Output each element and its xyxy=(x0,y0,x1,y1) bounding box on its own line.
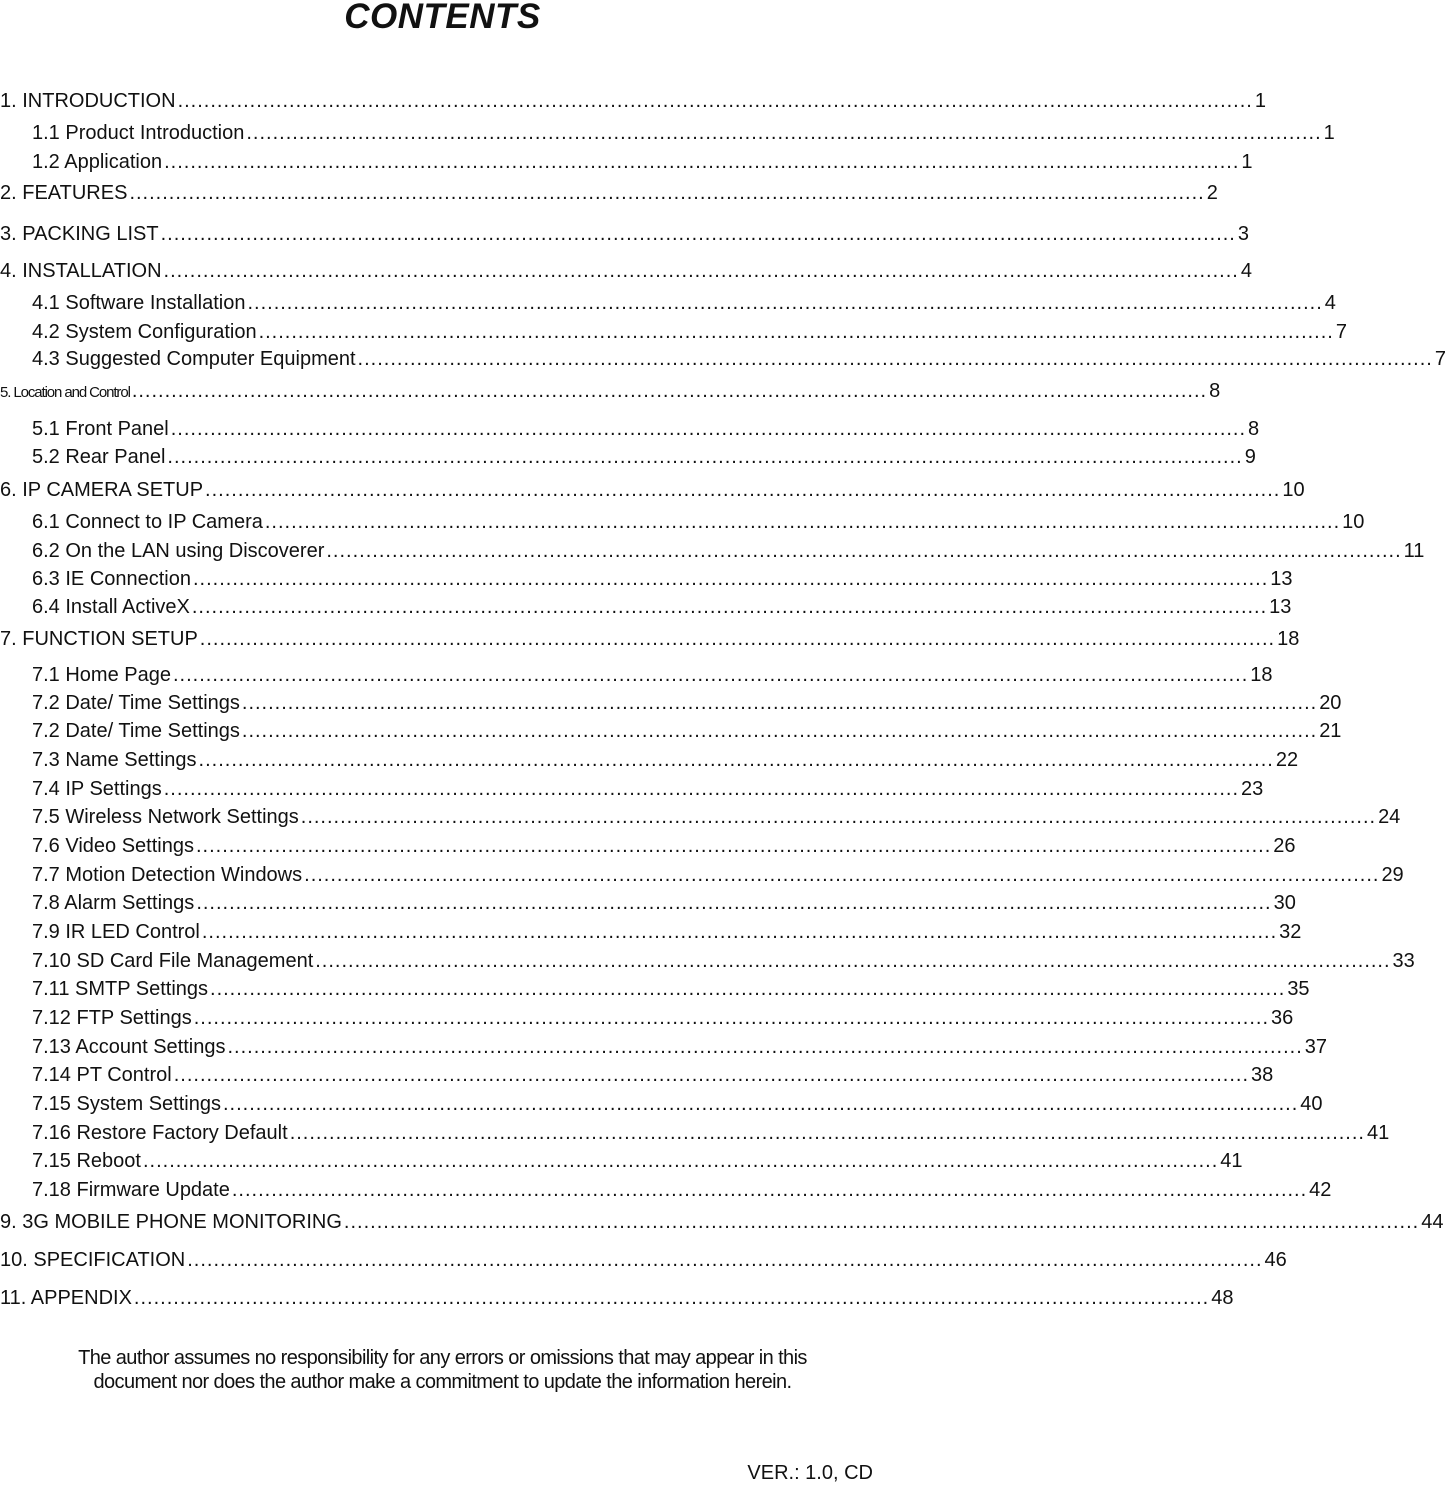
toc-entry-label: 1. INTRODUCTION xyxy=(0,90,176,112)
toc-entry[interactable] xyxy=(0,319,1347,346)
toc-leader: .................................................................................................................................................................... xyxy=(315,950,1391,972)
toc-entry-page: 22 xyxy=(1275,749,1299,771)
toc-entry-page: 10 xyxy=(1342,511,1365,533)
toc-leader: .................................................................................................................................................................... xyxy=(133,1287,1210,1309)
toc-entry-page: 8 xyxy=(1209,380,1221,402)
toc-entry-page: 2 xyxy=(1206,182,1218,204)
toc-entry[interactable] xyxy=(0,378,1221,405)
toc-leader: .................................................................................................................................................................... xyxy=(241,720,1318,742)
toc-entry-page: 26 xyxy=(1273,835,1296,857)
toc-entry-label: 7.1 Home Page xyxy=(32,664,171,686)
toc-entry[interactable] xyxy=(0,258,1252,285)
toc-entry-label: 4.2 System Configuration xyxy=(32,321,257,343)
toc-leader: .................................................................................................................................................................... xyxy=(163,260,1239,282)
toc-leader: .................................................................................................................................................................... xyxy=(304,864,1380,886)
toc-entry-label: 7.14 PT Control xyxy=(32,1064,172,1086)
toc-entry-label: 7.4 IP Settings xyxy=(32,778,162,800)
toc-leader: .................................................................................................................................................................... xyxy=(222,1093,1299,1115)
toc-entry-label: 6.3 IE Connection xyxy=(32,568,191,590)
toc-entry-label: 6.2 On the LAN using Discoverer xyxy=(32,540,325,562)
toc-entry[interactable] xyxy=(0,747,1299,774)
toc-entry[interactable] xyxy=(0,477,1305,504)
toc-entry-label: 4.1 Software Installation xyxy=(32,292,246,314)
toc-entry-page: 1 xyxy=(1241,151,1253,173)
toc-entry[interactable] xyxy=(0,346,1446,373)
toc-entry[interactable] xyxy=(0,690,1342,717)
toc-entry-page: 41 xyxy=(1366,1122,1390,1144)
page-title: CONTENTS xyxy=(344,0,541,36)
toc-leader: .................................................................................................................................................................... xyxy=(289,1122,1365,1144)
toc-entry-label: 1.2 Application xyxy=(32,151,163,173)
toc-entry[interactable] xyxy=(0,948,1415,975)
toc-entry[interactable] xyxy=(0,662,1273,689)
toc-entry-page: 42 xyxy=(1309,1179,1332,1201)
toc-entry-page: 40 xyxy=(1300,1093,1323,1115)
toc-entry-label: 7.13 Account Settings xyxy=(32,1036,226,1058)
toc-entry-page: 29 xyxy=(1381,864,1404,886)
toc-leader: .................................................................................................................................................................... xyxy=(231,1179,1308,1201)
toc-entry-label: 7.3 Name Settings xyxy=(32,749,197,771)
toc-entry-label: 3. PACKING LIST xyxy=(0,223,159,245)
toc-entry-page: 37 xyxy=(1304,1036,1328,1058)
toc-entry[interactable] xyxy=(0,1034,1328,1061)
toc-leader: .................................................................................................................................................................... xyxy=(201,921,1278,943)
toc-entry-page: 44 xyxy=(1421,1211,1444,1233)
toc-leader: .................................................................................................................................................................... xyxy=(167,446,1243,468)
toc-entry-page: 1 xyxy=(1254,90,1266,112)
toc-entry-page: 11 xyxy=(1403,540,1425,562)
toc-entry[interactable] xyxy=(0,1062,1274,1089)
toc-entry[interactable] xyxy=(0,976,1310,1003)
toc-entry-page: 1 xyxy=(1323,122,1335,144)
disclaimer-line: document nor does the author make a commitment to update the information herein. xyxy=(93,1371,792,1393)
toc-entry[interactable] xyxy=(0,1247,1287,1274)
toc-entry-page: 4 xyxy=(1240,260,1252,282)
toc-leader: .................................................................................................................................................................... xyxy=(170,418,1247,440)
toc-entry[interactable] xyxy=(0,1120,1390,1147)
toc-leader: .................................................................................................................................................................... xyxy=(247,292,1323,314)
toc-entry-label: 7.7 Motion Detection Windows xyxy=(32,864,303,886)
toc-entry-page: 33 xyxy=(1392,950,1415,972)
toc-entry-label: 5.1 Front Panel xyxy=(32,418,169,440)
toc-entry-label: 4. INSTALLATION xyxy=(0,260,162,282)
toc-entry[interactable] xyxy=(0,120,1335,147)
toc-entry[interactable] xyxy=(0,718,1342,745)
disclaimer xyxy=(0,1346,885,1394)
toc-entry[interactable] xyxy=(0,538,1425,565)
toc-entry-label: 7.12 FTP Settings xyxy=(32,1007,192,1029)
toc-leader: .................................................................................................................................................................... xyxy=(164,151,1240,173)
toc-leader: .................................................................................................................................................................... xyxy=(199,628,1276,650)
toc-entry[interactable] xyxy=(0,1209,1444,1236)
toc-entry[interactable] xyxy=(0,1285,1234,1312)
toc-leader: .................................................................................................................................................................... xyxy=(205,479,1281,501)
toc-leader: .................................................................................................................................................................... xyxy=(264,511,1341,533)
toc-entry-label: 7.6 Video Settings xyxy=(32,835,194,857)
toc-leader: .................................................................................................................................................................... xyxy=(142,1150,1219,1172)
toc-leader: .................................................................................................................................................................... xyxy=(357,348,1433,370)
toc-entry[interactable] xyxy=(0,1005,1294,1032)
toc-entry[interactable] xyxy=(0,88,1266,115)
toc-entry-label: 7.8 Alarm Settings xyxy=(32,892,195,914)
toc-entry[interactable] xyxy=(0,919,1302,946)
toc-entry-label: 7.10 SD Card File Management xyxy=(32,950,314,972)
toc-entry-page: 36 xyxy=(1271,1007,1294,1029)
toc-entry-label: 7.2 Date/ Time Settings xyxy=(32,720,240,742)
toc-leader: .................................................................................................................................................................... xyxy=(343,1211,1420,1233)
toc-entry-label: 7.16 Restore Factory Default xyxy=(32,1122,288,1144)
toc-leader: .................................................................................................................................................................... xyxy=(173,1064,1250,1086)
toc-entry-page: 7 xyxy=(1335,321,1347,343)
toc-entry-page: 38 xyxy=(1251,1064,1274,1086)
toc-leader: .................................................................................................................................................................... xyxy=(326,540,1402,562)
toc-entry[interactable] xyxy=(0,833,1296,860)
toc-entry[interactable] xyxy=(0,804,1401,831)
toc-entry[interactable] xyxy=(0,1148,1243,1175)
toc-entry-page: 18 xyxy=(1277,628,1300,650)
toc-entry[interactable] xyxy=(0,776,1264,803)
toc-leader: .................................................................................................................................................................... xyxy=(258,321,1334,343)
toc-entry[interactable] xyxy=(0,180,1218,207)
toc-leader: .................................................................................................................................................................... xyxy=(191,596,1268,618)
toc-entry-label: 7.2 Date/ Time Settings xyxy=(32,692,240,714)
toc-leader: .................................................................................................................................................................... xyxy=(300,806,1377,828)
toc-entry-page: 23 xyxy=(1241,778,1264,800)
toc-leader: .................................................................................................................................................................... xyxy=(187,1249,1263,1271)
toc-entry-page: 9 xyxy=(1244,446,1256,468)
toc-entry-page: 32 xyxy=(1279,921,1302,943)
toc-entry-page: 48 xyxy=(1211,1287,1234,1309)
toc-entry-page: 4 xyxy=(1324,292,1336,314)
toc-entry[interactable] xyxy=(0,862,1404,889)
toc-entry-label: 5.2 Rear Panel xyxy=(32,446,166,468)
toc-entry-label: 2. FEATURES xyxy=(0,182,128,204)
toc-entry[interactable] xyxy=(0,626,1300,653)
toc-entry-page: 21 xyxy=(1319,720,1342,742)
toc-entry[interactable] xyxy=(0,594,1292,621)
toc-entry[interactable] xyxy=(0,509,1365,536)
toc-leader: .................................................................................................................................................................... xyxy=(241,692,1318,714)
toc-entry-label: 5. Location and Control xyxy=(0,384,130,401)
toc-entry-page: 13 xyxy=(1269,596,1292,618)
toc-entry-page: 18 xyxy=(1250,664,1273,686)
toc-leader: .................................................................................................................................................................... xyxy=(131,380,1208,402)
toc-entry-page: 30 xyxy=(1273,892,1296,914)
disclaimer-line: The author assumes no responsibility for any errors or omissions that may appear in this xyxy=(78,1347,807,1369)
toc-leader: .................................................................................................................................................................... xyxy=(160,223,1236,245)
toc-entry-label: 7.15 Reboot xyxy=(32,1150,141,1172)
toc-leader: .................................................................................................................................................................... xyxy=(163,778,1240,800)
toc-entry[interactable] xyxy=(0,444,1256,471)
toc-entry-page: 46 xyxy=(1264,1249,1287,1271)
toc-leader: .................................................................................................................................................................... xyxy=(193,1007,1270,1029)
toc-entry[interactable] xyxy=(0,1091,1323,1118)
toc-entry[interactable] xyxy=(0,149,1253,176)
toc-entry-page: 7 xyxy=(1434,348,1446,370)
version-label: VER.: 1.0, CD xyxy=(747,1462,873,1484)
toc-entry-label: 7.9 IR LED Control xyxy=(32,921,200,943)
toc-leader: .................................................................................................................................................................... xyxy=(193,568,1269,590)
toc-entry-label: 7.5 Wireless Network Settings xyxy=(32,806,299,828)
toc-leader: .................................................................................................................................................................... xyxy=(196,892,1272,914)
toc-entry-label: 7. FUNCTION SETUP xyxy=(0,628,198,650)
toc-entry-label: 4.3 Suggested Computer Equipment xyxy=(32,348,356,370)
toc-entry-label: 6.1 Connect to IP Camera xyxy=(32,511,263,533)
toc-leader: .................................................................................................................................................................... xyxy=(198,749,1274,771)
toc-entry[interactable] xyxy=(0,566,1293,593)
toc-leader: .................................................................................................................................................................... xyxy=(227,1036,1303,1058)
toc-entry-label: 7.15 System Settings xyxy=(32,1093,221,1115)
toc-leader: .................................................................................................................................................................... xyxy=(210,978,1286,1000)
toc-entry-label: 1.1 Product Introduction xyxy=(32,122,245,144)
toc-entry-label: 9. 3G MOBILE PHONE MONITORING xyxy=(0,1211,342,1233)
toc-entry[interactable] xyxy=(0,416,1260,443)
toc-entry-page: 3 xyxy=(1237,223,1249,245)
toc-entry-page: 8 xyxy=(1248,418,1260,440)
toc-entry-label: 7.11 SMTP Settings xyxy=(32,978,209,1000)
toc-entry-page: 24 xyxy=(1378,806,1401,828)
toc-entry[interactable] xyxy=(0,890,1296,917)
toc-leader: .................................................................................................................................................................... xyxy=(195,835,1272,857)
toc-entry-label: 6.4 Install ActiveX xyxy=(32,596,190,618)
toc-entry-page: 35 xyxy=(1287,978,1310,1000)
toc-leader: .................................................................................................................................................................... xyxy=(129,182,1205,204)
toc-entry[interactable] xyxy=(0,290,1336,317)
toc-entry-label: 11. APPENDIX xyxy=(0,1287,132,1309)
toc-entry[interactable] xyxy=(0,221,1249,248)
toc-entry-page: 10 xyxy=(1282,479,1305,501)
toc-leader: .................................................................................................................................................................... xyxy=(246,122,1322,144)
toc-leader: .................................................................................................................................................................... xyxy=(172,664,1249,686)
toc-entry-page: 20 xyxy=(1319,692,1342,714)
toc-entry-page: 13 xyxy=(1270,568,1293,590)
toc-entry-page: 41 xyxy=(1220,1150,1243,1172)
toc-entry[interactable] xyxy=(0,1177,1332,1204)
toc-leader: .................................................................................................................................................................... xyxy=(177,90,1253,112)
toc-entry-label: 10. SPECIFICATION xyxy=(0,1249,186,1271)
toc-entry-label: 7.18 Firmware Update xyxy=(32,1179,230,1201)
toc-entry-label: 6. IP CAMERA SETUP xyxy=(0,479,204,501)
